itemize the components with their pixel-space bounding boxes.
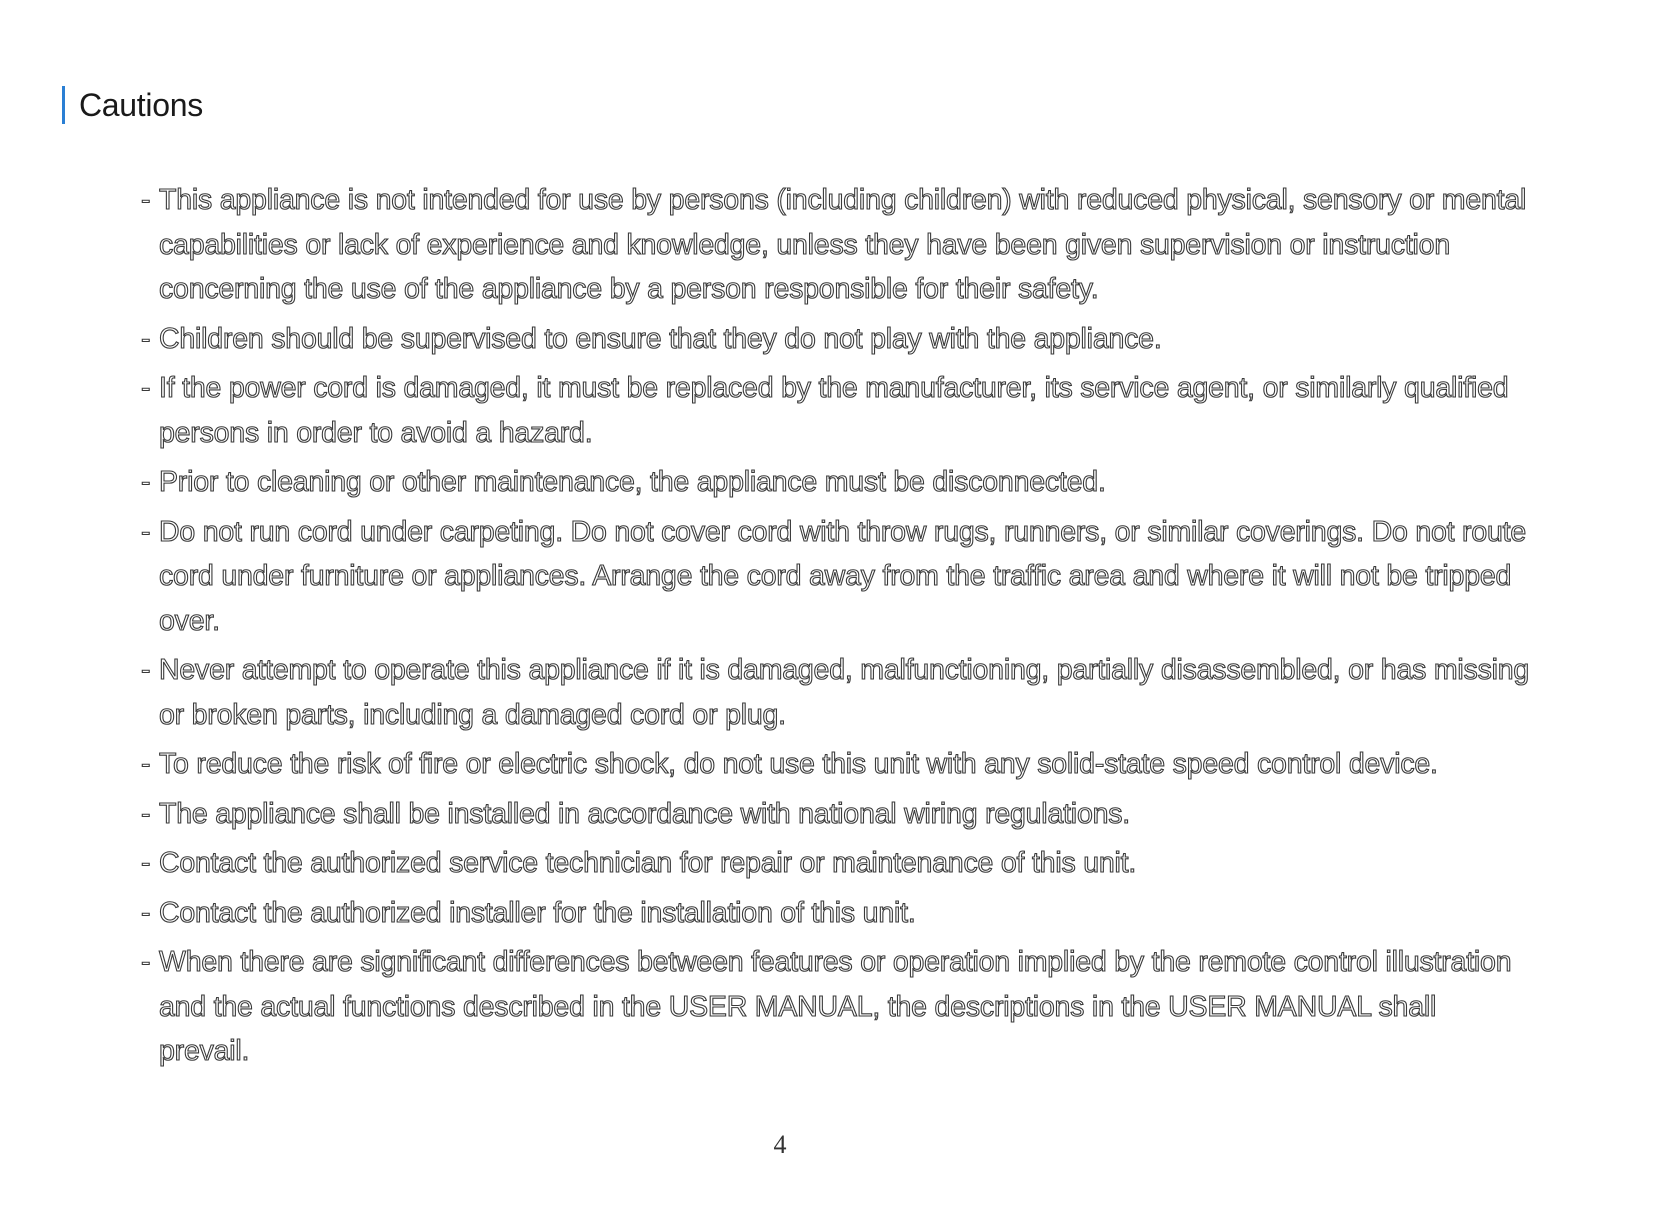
caution-text: To reduce the risk of fire or electric shock, do not use this unit with any solid-state speed control device. xyxy=(159,748,1438,780)
caution-text: Children should be supervised to ensure that they do not play with the appliance. xyxy=(159,322,1162,355)
caution-text: Never attempt to operate this appliance if it is damaged, malfunctioning, partially disassembled, or has missing or broken parts, including a damaged cord or plug. xyxy=(159,654,1530,731)
caution-item xyxy=(141,510,1531,644)
bullet-dash: - xyxy=(141,184,151,216)
bullet-dash: - xyxy=(141,466,151,498)
caution-item xyxy=(141,648,1531,737)
cautions-list xyxy=(141,178,1531,1079)
caution-text: Do not run cord under carpeting. Do not cover cord with throw rugs, runners, or similar coverings. Do not route cord under furniture or appliances. Arrange the cord away from the traffic area and where it will not be tripped over. xyxy=(159,515,1527,637)
bullet-dash: - xyxy=(141,797,151,830)
caution-text: The appliance shall be installed in accordance with national wiring regulations. xyxy=(159,797,1131,830)
caution-item xyxy=(141,891,1531,936)
heading-accent-bar xyxy=(62,86,65,124)
bullet-dash: - xyxy=(141,896,151,929)
bullet-dash: - xyxy=(141,515,151,548)
bullet-dash: - xyxy=(141,322,151,355)
section-title: Cautions xyxy=(79,86,203,123)
caution-text: Contact the authorized installer for the installation of this unit. xyxy=(159,896,916,929)
bullet-dash: - xyxy=(141,372,151,404)
bullet-dash: - xyxy=(141,654,151,686)
bullet-dash: - xyxy=(141,847,151,879)
bullet-dash: - xyxy=(141,946,151,978)
caution-item xyxy=(141,792,1531,837)
caution-text: Contact the authorized service technician for repair or maintenance of this unit. xyxy=(159,847,1137,879)
caution-item xyxy=(141,460,1531,505)
caution-text: If the power cord is damaged, it must be replaced by the manufacturer, its service agent, or similarly qualified persons in order to avoid a hazard. xyxy=(159,372,1509,449)
caution-text: This appliance is not intended for use by persons (including children) with reduced physical, sensory or mental capabilities or lack of experience and knowledge, unless they have been given supervision or instruction concerning the use of the appliance by a person responsible for their safety. xyxy=(159,184,1527,305)
caution-item xyxy=(141,366,1531,455)
caution-item xyxy=(141,841,1531,886)
section-heading xyxy=(62,86,203,124)
caution-item xyxy=(141,742,1531,787)
caution-text: When there are significant differences between features or operation implied by the remote control illustration and the actual functions described in the USER MANUAL, the descriptions in the USER MANUAL shall prevail. xyxy=(159,946,1512,1067)
bullet-dash: - xyxy=(141,748,151,780)
caution-item xyxy=(141,940,1531,1074)
page-number: 4 xyxy=(773,1130,787,1159)
caution-item xyxy=(141,178,1531,312)
caution-item xyxy=(141,317,1531,362)
caution-text: Prior to cleaning or other maintenance, the appliance must be disconnected. xyxy=(159,466,1106,498)
